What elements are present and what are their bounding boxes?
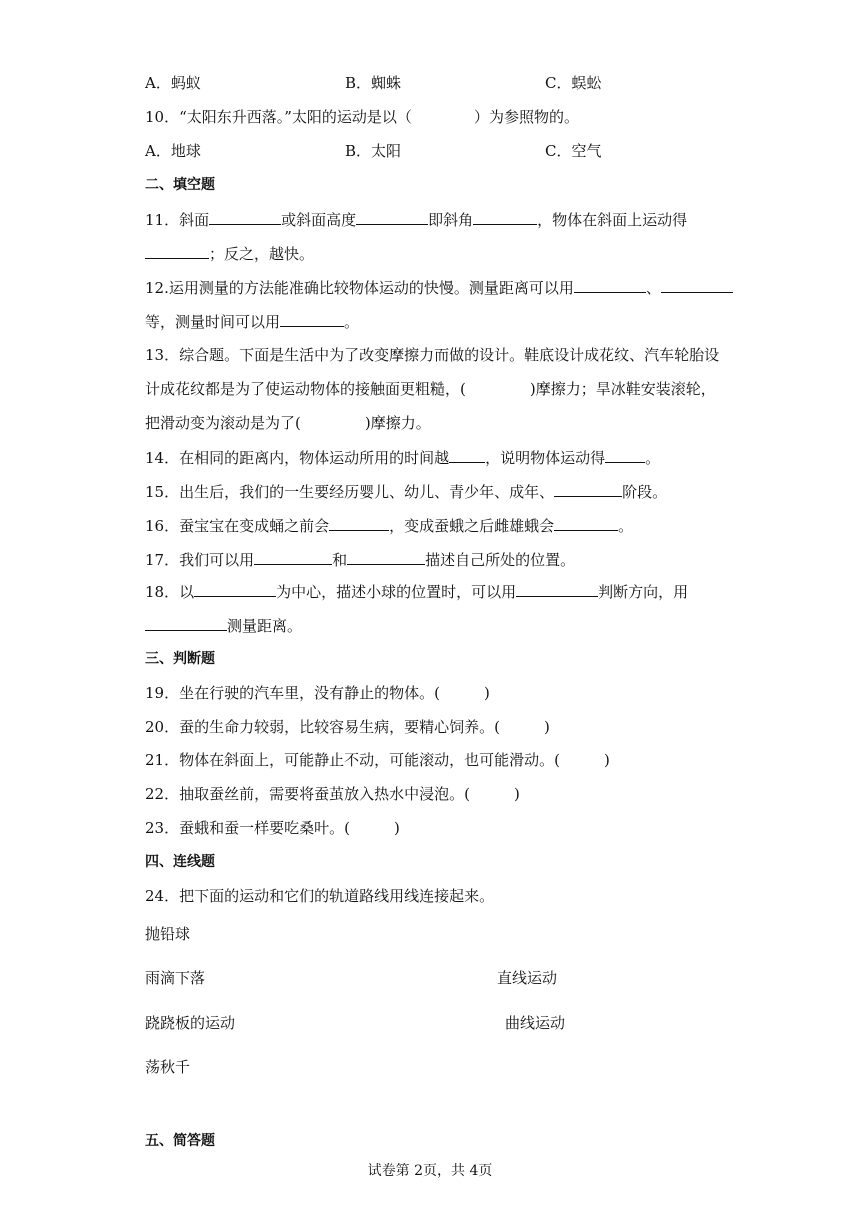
q10-option-c: C．空气 bbox=[545, 142, 602, 160]
q11-text-e: ；反之，越快。 bbox=[209, 245, 315, 263]
q23-text-a: 23．蚕蛾和蚕一样要吃桑叶。( bbox=[145, 819, 350, 837]
q17-text-b: 和 bbox=[332, 551, 348, 569]
q12-text-d: 。 bbox=[344, 313, 360, 331]
q16-text-a: 16．蚕宝宝在变成蛹之前会 bbox=[145, 517, 330, 535]
match-left-item[interactable]: 抛铅球 bbox=[145, 925, 191, 943]
answer-blank[interactable] bbox=[516, 581, 598, 597]
question-24-title: 24．把下面的运动和它们的轨道路线用线连接起来。 bbox=[145, 887, 495, 905]
q10-text-pre: 10．“太阳东升西落。”太阳的运动是以（ bbox=[145, 108, 412, 126]
q19-text-a: 19．坐在行驶的汽车里，没有静止的物体。( bbox=[145, 684, 440, 702]
q11-text-b: 或斜面高度 bbox=[281, 211, 357, 229]
match-left-item[interactable]: 跷跷板的运动 bbox=[145, 1014, 236, 1032]
q11-text-c: 即斜角 bbox=[428, 211, 474, 229]
question-12 bbox=[145, 277, 733, 298]
q10-text-post: ）为参照物的。 bbox=[473, 108, 579, 126]
q13-text-3b: )摩擦力。 bbox=[364, 414, 431, 432]
answer-blank[interactable] bbox=[254, 549, 332, 565]
q14-text-c: 。 bbox=[645, 449, 661, 467]
q20-text-b: ) bbox=[543, 718, 550, 736]
answer-blank[interactable] bbox=[356, 209, 428, 225]
q18-text-b: 为中心，描述小球的位置时，可以用 bbox=[276, 583, 517, 601]
q10-option-a: A．地球 bbox=[145, 142, 201, 160]
question-17 bbox=[145, 549, 575, 570]
answer-blank[interactable] bbox=[280, 311, 344, 327]
q14-text-b: ，说明物体运动得 bbox=[485, 449, 606, 467]
question-11-cont bbox=[145, 243, 314, 264]
question-18 bbox=[145, 581, 688, 602]
question-11 bbox=[145, 209, 687, 230]
answer-blank[interactable] bbox=[347, 549, 425, 565]
question-13-line-1: 13．综合题。下面是生活中为了改变摩擦力而做的设计。鞋底设计成花纹、汽车轮胎设 bbox=[145, 346, 720, 364]
section-matching-heading: 四、连线题 bbox=[145, 854, 215, 870]
page-footer: 试卷第 2页，共 4页 bbox=[367, 1163, 493, 1179]
q13-text-2b: )摩擦力；旱冰鞋安装滚轮， bbox=[529, 380, 716, 398]
q12-text-a: 12.运用测量的方法能准确比较物体运动的快慢。测量距离可以用 bbox=[145, 279, 574, 297]
question-21 bbox=[145, 750, 610, 770]
q11-text-d: ，物体在斜面上运动得 bbox=[537, 211, 688, 229]
match-right-item[interactable]: 曲线运动 bbox=[505, 1014, 566, 1032]
answer-blank[interactable] bbox=[574, 277, 646, 293]
q21-text-b: ) bbox=[603, 751, 610, 769]
q23-text-b: ) bbox=[393, 819, 400, 837]
q12-text-b: 、 bbox=[645, 279, 661, 297]
q16-text-b: ，变成蚕蛾之后雌雄蛾会 bbox=[389, 517, 555, 535]
q21-text-a: 21．物体在斜面上，可能静止不动，可能滚动，也可能滑动。( bbox=[145, 751, 560, 769]
section-short-answer-heading: 五、简答题 bbox=[145, 1133, 215, 1149]
q13-text-2a: 计成花纹都是为了使运动物体的接触面更粗糙，( bbox=[145, 380, 466, 398]
answer-blank[interactable] bbox=[329, 515, 389, 531]
question-13-line-3 bbox=[145, 413, 431, 433]
question-13-line-2 bbox=[145, 379, 716, 399]
q22-text-b: ) bbox=[513, 785, 520, 803]
question-18-cont bbox=[145, 615, 302, 636]
q17-text-c: 描述自己所处的位置。 bbox=[425, 551, 576, 569]
answer-blank[interactable] bbox=[145, 615, 227, 631]
q15-text-a: 15．出生后，我们的一生要经历婴儿、幼儿、青少年、成年、 bbox=[145, 483, 555, 501]
q11-text-a: 11．斜面 bbox=[145, 211, 210, 229]
question-23 bbox=[145, 818, 400, 838]
section-judgement-heading: 三、判断题 bbox=[145, 651, 215, 667]
section-fill-in-heading: 二、填空题 bbox=[145, 177, 215, 193]
question-14 bbox=[145, 447, 660, 468]
q18-text-d: 测量距离。 bbox=[227, 617, 303, 635]
answer-blank[interactable] bbox=[209, 209, 281, 225]
q9-option-c: C．蜈蚣 bbox=[545, 74, 602, 92]
answer-blank[interactable] bbox=[554, 515, 618, 531]
question-22 bbox=[145, 784, 520, 804]
q14-text-a: 14．在相同的距离内，物体运动所用的时间越 bbox=[145, 449, 450, 467]
q15-text-b: 阶段。 bbox=[622, 483, 668, 501]
q22-text-a: 22．抽取蚕丝前，需要将蚕茧放入热水中浸泡。( bbox=[145, 785, 470, 803]
q10-option-b: B．太阳 bbox=[345, 142, 402, 160]
q17-text-a: 17．我们可以用 bbox=[145, 551, 255, 569]
match-left-item[interactable]: 雨滴下落 bbox=[145, 969, 206, 987]
q19-text-b: ) bbox=[483, 684, 490, 702]
q13-text-3a: 把滑动变为滚动是为了( bbox=[145, 414, 301, 432]
q20-text-a: 20．蚕的生命力较弱，比较容易生病，要精心饲养。( bbox=[145, 718, 500, 736]
answer-blank[interactable] bbox=[145, 243, 209, 259]
answer-blank[interactable] bbox=[473, 209, 537, 225]
answer-blank[interactable] bbox=[449, 447, 485, 463]
q18-text-c: 判断方向，用 bbox=[598, 583, 689, 601]
q9-option-b: B．蜘蛛 bbox=[345, 74, 402, 92]
answer-blank[interactable] bbox=[194, 581, 276, 597]
q18-text-a: 18．以 bbox=[145, 583, 195, 601]
q9-option-a: A．蚂蚁 bbox=[145, 74, 201, 92]
answer-blank[interactable] bbox=[605, 447, 645, 463]
answer-blank[interactable] bbox=[554, 481, 622, 497]
match-right-item[interactable]: 直线运动 bbox=[497, 969, 558, 987]
q12-text-c: 等，测量时间可以用 bbox=[145, 313, 281, 331]
question-19 bbox=[145, 683, 490, 703]
q16-text-c: 。 bbox=[618, 517, 634, 535]
question-15 bbox=[145, 481, 667, 502]
question-10 bbox=[145, 107, 579, 127]
question-16 bbox=[145, 515, 633, 536]
question-12-cont bbox=[145, 311, 359, 332]
question-20 bbox=[145, 717, 550, 737]
answer-blank[interactable] bbox=[661, 277, 733, 293]
match-left-item[interactable]: 荡秋千 bbox=[145, 1058, 191, 1076]
